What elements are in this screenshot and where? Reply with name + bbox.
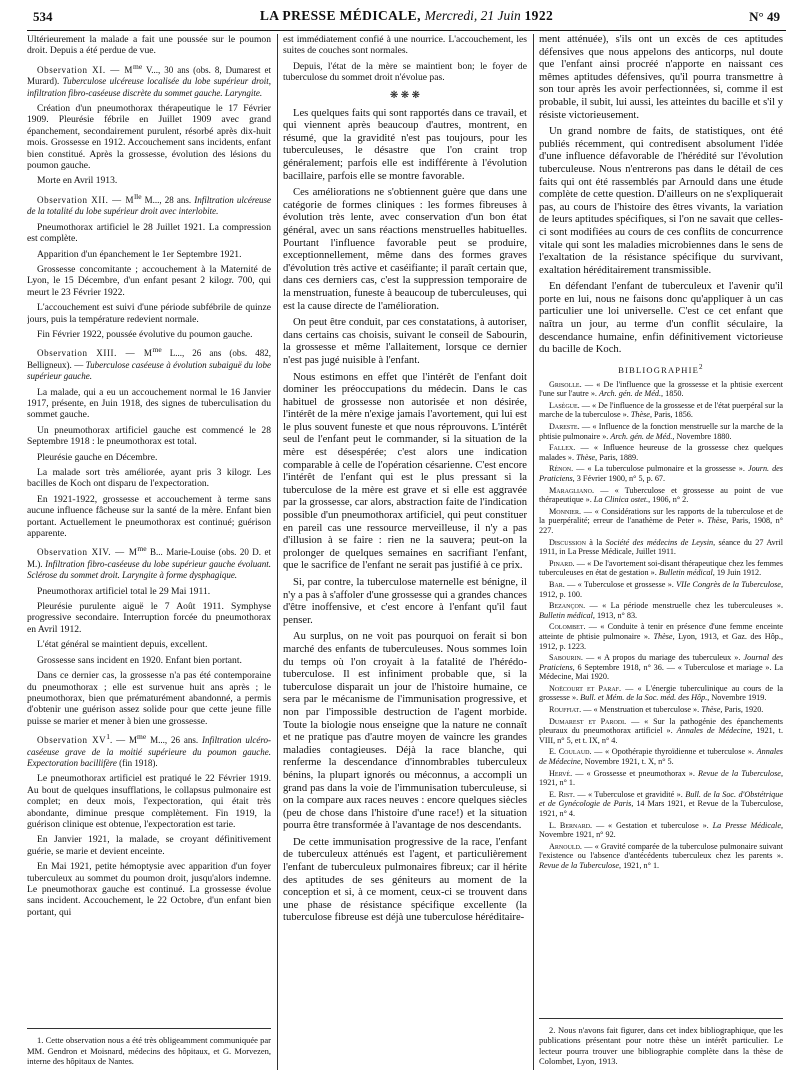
bib-source: Journal des Praticiens xyxy=(539,653,783,672)
paragraph: Pneumothorax artificiel le 28 Juillet 1921. La compression est complète. xyxy=(27,221,271,245)
paragraph: Ces améliorations ne s'obtiennent guère que dans une catégorie de formes cliniques : les formes fibreuses à évolution très lente, avec conservation d'un bon état général, avec un sans réactions menstruelles habituelles. Pourtant l'influence favorable peut se produire, exceptionnellement, même dans des formes graves d'évolution très active et caséifiante; il paraît certain que, dans ces derniers cas, c'est la suppression temporaire de la menstruation, funeste à beaucoup de tuberculeuses, qui est la cause directe de l'amélioration. xyxy=(283,187,527,312)
bibliography-entry: Fallex. — « Influence heureuse de la grossesse chez quelques malades ». Thèse, Paris, 1889. xyxy=(539,443,783,462)
bibliography-entry: Hervé. — « Grossesse et pneumothorax ». Revue de la Tuberculose, 1921, n° 1. xyxy=(539,768,783,788)
bib-source: Thèse xyxy=(707,516,727,526)
bib-author: E. Rist. xyxy=(549,789,575,799)
footnote-2 xyxy=(539,1018,783,1070)
bib-author: Maragliano. xyxy=(549,485,594,495)
bib-source: Annales de Médecine xyxy=(539,747,783,767)
bib-author: Bezançon. xyxy=(549,601,586,611)
paragraph: En défendant l'enfant de tuberculeux et l'avenir qu'il porte en lui, nous ne faisons donc qu'appliquer à un cas particulier une loi universelle. C'est ce cet enfant que naîtra un jour, au terme d'un conflit séculaire, la descendance humaine, enfin définitivement victorieuse du bacille de Koch. xyxy=(539,281,783,356)
bib-author: Dumarest et Parodi. xyxy=(549,716,627,726)
paragraph: De cette immunisation progressive de la race, l'enfant de tuberculeux atténués est l'agent, et particulièrement l'enfant de tuberculeux pulmonaires fibreux; car il hérite des aptitudes de ses géniteurs au moment de la conception et si, à ce moment, ceux-ci se trouvent dans une phase de résistance spécifique excellente (la tuberculose fibreuse est déjà une tuberculose héréditaire- xyxy=(283,836,527,924)
column-2 xyxy=(283,34,527,1070)
bib-author: Grisolle. xyxy=(549,379,582,389)
bib-author: Rénon. xyxy=(549,464,574,474)
bibliography-entry: Discussion à la Société des médecins de Leysin, séance du 27 Avril 1911, in La Presse Médicale, Juillet 1911. xyxy=(539,537,783,557)
bib-author: Arnould. xyxy=(549,841,582,851)
bibliography-entry: Lasègue. — « De l'influence de la grossesse et de l'état puerpéral sur la marche de la tuberculose ». Thèse, Paris, 1856. xyxy=(539,400,783,420)
paragraph: Création d'un pneumothorax thérapeutique le 17 Février 1909. Pleurésie fébrile en Juillet 1909 avec grand épanchement, secondairement purulent, résorbé après dix-huit mois. Grossesse en 1912. Accouchement sans incidents, enfant bien constitué. Après la grossesse, évolution des lésions du poumon gauche. xyxy=(27,103,271,172)
paragraph: Grossesse concomitante ; accouchement à la Maternité de Lyon, le 15 Décembre, d'un enfant pesant 2 kilogr. 700, qui meurt le 23 Février 1922. xyxy=(27,263,271,298)
paragraph: Si, par contre, la tuberculose maternelle est bénigne, il n'y a pas à s'affoler d'une grossesse qui a grandes chances d'être inoffensive, et c'est encore à l'enfant qu'il faut penser. xyxy=(283,577,527,626)
paragraph: Depuis, l'état de la mère se maintient bon; le foyer de tuberculose du sommet droit n'évolue pas. xyxy=(283,60,527,84)
paragraph: Pleurésie gauche en Décembre. xyxy=(37,451,158,463)
bib-source: La Presse Médicale xyxy=(712,820,781,830)
issue-number: N° 49 xyxy=(749,9,780,24)
issue-date: Mercredi, 21 Juin xyxy=(424,8,521,23)
paragraph: Dans ce dernier cas, la grossesse n'a pas été contemporaine du pneumothorax ; elle est survenue huit ans après ; le pneumothorax, bien que prématurément abandonné, a permis d'obtenir une guérison assez solide pour que cette jeune fille puisse se marier et mener à bien une grossesse. xyxy=(27,670,271,727)
paragraph: La malade sort très améliorée, ayant pris 3 kilogr. Les bacilles de Koch ont disparu de l'expectoration. xyxy=(27,467,271,490)
bib-author: Rouffiat. xyxy=(549,705,582,715)
bibliography-entry: Sabourin. — « A propos du mariage des tuberculeux ». Journal des Praticiens, 6 Septembre 1918, n° 36. — « Tuberculose et mariage ». La Médecine, Mai 1920. xyxy=(539,653,783,682)
observation-heading: Observation XIII. — $M^{me}$ L..., 26 ans (obs. 482, Belligneux). — Tuberculose caséeuse à évolution subaiguë du lobe supérieur gauche. xyxy=(27,345,271,382)
bibliography-entry: Maragliano. — « Tuberculose et grossesse au point de vue thérapeutique ». La Clinica ostet., 1906, n° 2. xyxy=(539,485,783,505)
column-3 xyxy=(539,34,783,1070)
bibliography-heading: BIBLIOGRAPHIE$^2$ xyxy=(618,362,704,375)
bibliography-entry: Dareste. — « Influence de la fonction menstruelle sur la marche de la phtisie pulmonaire ». Arch. gén. de Méd., Novembre 1880. xyxy=(539,422,783,441)
bibliography-entry: Colombet. — « Conduite à tenir en présence d'une femme enceinte atteinte de phtisie pulmonaire ». Thèse, Lyon, 1913, et Gaz. des Hôp., 1912, p. 1223. xyxy=(539,622,783,651)
bib-author: Pinard. xyxy=(549,558,575,568)
observation-heading: Observation XII. — $M^{lle}$ M..., 28 ans. Infiltration ulcéreuse de la totalité du lobe supérieur droit avec interlobite. xyxy=(27,191,271,217)
bib-author: Noëcourt et Paraf. xyxy=(549,683,622,693)
footnote-text: 1. Cette observation nous a été très obligeamment communiquée par MM. Gendron et Moisnard, médecins des hôpitaux, et G. Morvezen, interne des hôpitaux de Nantes. xyxy=(27,1035,271,1066)
paragraph: Nous estimons en effet que l'intérêt de l'enfant doit dominer les préoccupations du médecin. Dans le cas habituel de grossesse non autorisée et non désirée, l'intérêt de la mère n'exige jamais l'avortement, qui lui est le plus souvent funeste et que nous réprouvons. L'intérêt seul de l'enfant peut le commander, si la situation de la mère est désespérée; c'est alors une indication comparable à celle de l'opération césarienne. C'est encore l'intérêt de l'enfant qui est le plus pressant si la tuberculose de la mère est grave et si elle est aggravée par la grossesse, car alors, abstraction faite de l'indication possible d'un pneumothorax artificiel, qui peut constituer en pareil cas une ressource merveilleuse, il n'y a pas d'illusion à se faire : rien ne la sauvera; peut-on la prolonger de quelques semaines en sacrifiant l'enfant, que le sacrifice de l'enfant ne serait pas justifié à ce prix. xyxy=(283,371,527,572)
column-rule xyxy=(277,34,278,1070)
issue-year: 1922 xyxy=(524,8,554,23)
bib-source: Thèse xyxy=(576,452,596,462)
bib-source: Thèse xyxy=(653,631,673,641)
paragraph: En Mai 1921, petite hémoptysie avec apparition d'un foyer tuberculeux au sommet du poumon droit, jusqu'alors indemne. Le pneumothorax gauche est continué. La grossesse évolue sans incident. Accouchement, le 22 Octobre, d'un enfant bien portant, qui xyxy=(27,861,271,918)
masthead xyxy=(27,0,786,31)
bib-author: E. Coulaud. xyxy=(549,747,592,757)
bib-source: Bulletin médical xyxy=(658,568,713,578)
paragraph: Pneumothorax artificiel total le 29 Mai 1911. xyxy=(37,585,211,597)
paragraph: Au surplus, on ne voit pas pourquoi on ferait si bon marché des enfants de tuberculeuses. Nous sommes loin du temps où l'on croyait à la fatalité de l'hérédo-tuberculose. Il est infiniment probable que, si la tuberculose disparait un jour de l'histoire humaine, ce sera par le mécanisme de l'immunisation progressive, et non par l'impossible destruction de l'agent morbide. Toute la biologie nous enseigne que la nature ne connaît et ne pratique pas d'autre moyen de vaincre les grandes maladies contagieuses. Déjà la race blanche, qui renferme la descendance d'innombrables tuberculeux bénins, la plupart ignorés ou méconnus, a accompli un grand pas dans la voie de l'immunisation tuberculeuse, si on la compare aux races neuves : encore quelques siècles (peu de chose dans l'histoire d'une race!) et la situation pourra être transformée à l'avantage de nos descendants. xyxy=(283,631,527,832)
section-separator: ❋ ❋ ❋ xyxy=(389,89,421,101)
paragraph: Un pneumothorax artificiel gauche est commencé le 28 Septembre 1918 : le pneumothorax est total. xyxy=(27,424,271,448)
paragraph: Morte en Avril 1913. xyxy=(37,175,118,187)
bib-source: Arch. gén. de Méd. xyxy=(610,431,673,441)
bib-source: Thèse xyxy=(701,705,721,715)
paragraph: Un grand nombre de faits, de statistiques, ont été publiés récemment, qui contredisent absolument l'idée d'une influence défavorable de l'hérédité sur l'évolution tuberculeuse. Nous n'entrerons pas dans le détail de ces faits qui ont été rassemblés par Arnould dans une étude complète de cette question. D'ailleurs on ne s'expliquerait pas, au cours de l'histoire des êtres vivants, la variation de leurs aptitudes spécifiques, si l'on ne savait que celles-ci sont modifiées au cours de ces conflits de concurrence vitale qui sont les maladies microbiennes dans le sens de l'exaltation de la résistance spécifique du survivant, exaltation héréditairement transmissible. xyxy=(539,126,783,276)
observation-heading: Observation XI. — $M^{me}$ V..., 30 ans (obs. 8, Dumarest et Murard). Tuberculose ulcéreuse localisée du lobe supérieur droit, infiltration fibro-caséeuse discrète du sommet gauche. Laryngite. xyxy=(27,61,271,98)
bibliography-entry: E. Rist. — « Tuberculose et gravidité ». Bull. de la Soc. d'Obstétrique et de Gynécologie de Paris, 14 Mars 1921, et Revue de la Tuberculose, 1921, n° 4. xyxy=(539,789,783,819)
paragraph: La malade, qui a eu un accouchement normal le 16 Janvier 1917, présente, en Juin 1918, des signes de tuberculisation du sommet gauche. xyxy=(27,386,271,421)
paragraph: En Janvier 1921, la malade, se croyant définitivement guérie, se marie et devient enceinte. xyxy=(27,834,271,857)
bib-source: Bull. de la Soc. d'Obstétrique et de Gynécologie de Paris xyxy=(539,789,783,809)
bib-author: Dareste. xyxy=(549,422,580,432)
bibliography-entry: Pinard. — « De l'avortement soi-disant thérapeutique chez les femmes tuberculeuses en état de gestation ». Bulletin médical, 19 Juin 1912. xyxy=(539,558,783,578)
bibliography-entry: Dumarest et Parodi. — « Sur la pathogénie des épanchements pleuraux du pneumothorax artificiel ». Annales de Médecine, 1921, t. VIII, n° 5, et t. IX, n° 4. xyxy=(539,716,783,745)
paragraph: L'accouchement est suivi d'une période subfébrile de quinze jours, puis la température redevient normale. xyxy=(27,302,271,325)
bibliography-entry: Monnier. — « Considérations sur les rapports de la tuberculose et de la puerpéralité; erreur de l'anathème de Peter ». Thèse, Paris, 1908, n° 227. xyxy=(539,506,783,535)
bibliography-entry: Grisolle. — « De l'influence que la grossesse et la phtisie exercent l'une sur l'autre ». Arch. gén. de Méd., 1850. xyxy=(539,379,783,399)
bibliography-entry: Bar. — « Tuberculose et grossesse ». VIIe Congrès de la Tuberculose, 1912, p. 100. xyxy=(539,579,783,599)
paragraph: Les quelques faits qui sont rapportés dans ce travail, et qui viennent après beaucoup d'autres, montrent, en résumé, que la gravidité n'est pas toujours, pour les tuberculeuses, le désastre que l'on craint trop généralement; parfois elle est indifférente à l'évolution bacillaire, parfois elle se montre favorable. xyxy=(283,107,527,182)
journal-name: LA PRESSE MÉDICALE, xyxy=(259,8,421,23)
paragraph: Le pneumothorax artificiel est pratiqué le 22 Février 1919. Au bout de quelques insufflations, le collapsus pulmonaire est complet; en deux mois, l'expectoration, qui était très abondante, diminue presque complètement. Fin 1919, la guérison clinique est obtenue, l'expectoration est tarie. xyxy=(27,773,271,830)
bib-author: Sabourin. xyxy=(549,653,583,663)
bib-source: Arch. gén. de Méd. xyxy=(599,389,662,399)
paragraph: En 1921-1922, grossesse et accouchement à terme sans aucune influence fâcheuse sur la santé de la mère. Enfant bien portant. Actuellement le pneumothorax est continué; guérison apparente. xyxy=(27,493,271,540)
bibliography-entry: E. Coulaud. — « Opothérapie thyroïdienne et tuberculose ». Annales de Médecine, Novembre 1921, t. X, n° 5. xyxy=(539,747,783,767)
paragraph: Grossesse sans incident en 1920. Enfant bien portant. xyxy=(37,654,242,666)
paragraph: Fin Février 1922, poussée évolutive du poumon gauche. xyxy=(37,328,253,340)
bibliography-entry: Noëcourt et Paraf. — « L'énergie tuberculinique au cours de la grossesse ». Bull. et Mém. de la Soc. méd. des Hôp., Novembre 1919. xyxy=(539,683,783,703)
observation-heading: Observation $XV^1$. — $M^{me}$ M..., 26 ans. Infiltration ulcéro-caséeuse grave de la moitié supérieure du poumon gauche. Expectoration bacillifère (fin 1918). xyxy=(27,732,271,768)
bib-source: VIIe Congrès de la Tuberculose xyxy=(676,579,781,589)
bib-author: Monnier. xyxy=(549,506,581,516)
observation-heading: Observation XIV. — $M^{me}$ B... Marie-Louise (obs. 20 D. et M.). Infiltration fibro-caséeuse du lobe supérieur gauche évoluant. Sclérose du sommet droit. Laryngite à forme dysphagique. xyxy=(27,544,271,581)
paragraph: Ultérieurement la malade a fait une poussée sur le poumon droit. Depuis a été perdue de vue. xyxy=(27,34,271,57)
bib-author: Bar. xyxy=(549,579,565,589)
paragraph: L'état général se maintient depuis, excellent. xyxy=(37,639,208,651)
bib-author: Hervé. xyxy=(549,768,573,778)
journal-title xyxy=(27,8,786,24)
footnote-text: 2. Nous n'avons fait figurer, dans cet index bibliographique, que les publications présentant pour notre thèse un intérêt particulier. Le lecteur pourra trouver une bibliographie complète dans la thèse de Colombet, Lyon, 1913. xyxy=(539,1025,783,1066)
bibliography-entry: Rouffiat. — « Menstruation et tuberculose ». Thèse, Paris, 1920. xyxy=(549,705,764,715)
paragraph: Pleurésie purulente aiguë le 7 Août 1911. Symphyse progressive secondaire. Interruption forcée du pneumothorax en Avril 1912. xyxy=(27,601,271,635)
paragraph: ment atténuée), s'ils ont un excès de ces aptitudes défensives que nous appelons des anticorps, nul doute que l'enfant ainsi procréé n'apporte en naissant ces mêmes aptitudes défensives, qu'il pourra transmettre à son tour après les avoir perfectionnées, si, comme il est probable, il subit, lui aussi, les atteintes du bacille et s'il y résiste victorieusement. xyxy=(539,34,783,121)
bibliography-entry: L. Bernard. — « Gestation et tuberculose ». La Presse Médicale, Novembre 1921, n° 92. xyxy=(539,820,783,840)
bib-source: Revue de la Tuberculose xyxy=(697,768,781,778)
bib-source: Bulletin médical xyxy=(539,610,593,620)
bib-author: L. Bernard. xyxy=(549,820,593,830)
bib-author: Fallex. xyxy=(549,443,576,453)
column-1 xyxy=(27,34,271,1070)
bib-source: La Clinica ostet. xyxy=(593,495,649,505)
bib-author: Discussion xyxy=(549,537,586,547)
bib-author: Lasègue. xyxy=(549,400,580,410)
bib-author: Colombet. xyxy=(549,622,586,632)
footnote-1 xyxy=(27,1028,271,1070)
bib-source: Journ. des Praticiens xyxy=(539,464,783,484)
bibliography-entry: Bezançon. — « La période menstruelle chez les tuberculeuses ». Bulletin médical, 1913, n° 83. xyxy=(539,601,783,620)
bibliography-entry: Arnould. — « Gravité comparée de la tuberculose pulmonaire suivant l'existence ou l'absence d'antécédents tuberculeux chez les parents ». Revue de la Tuberculose, 1921, n° 1. xyxy=(539,841,783,870)
paragraph: Apparition d'un épanchement le 1er Septembre 1921. xyxy=(37,248,242,260)
paragraph: est immédiatement confié à une nourrice. L'accouchement, les suites de couches sont normales. xyxy=(283,34,527,57)
bib-source: Thèse xyxy=(630,410,650,420)
bib-source: Bull. et Mém. de la Soc. méd. des Hôp. xyxy=(580,693,708,703)
bib-source: Revue de la Tuberculose xyxy=(539,860,619,870)
bibliography-list xyxy=(539,380,783,871)
page-number: 534 xyxy=(33,9,53,24)
bib-source: Société des médecins de Leysin xyxy=(605,537,714,547)
bibliography-entry: Rénon. — « La tuberculose pulmonaire et la grossesse ». Journ. des Praticiens, 3 Février 1900, n° 5, p. 67. xyxy=(539,464,783,484)
article-columns xyxy=(27,34,786,1070)
column-rule xyxy=(533,34,534,1070)
paragraph: On peut être conduit, par ces constatations, à autoriser, dans certains cas choisis, suivant le conseil de Sabourin, la grossesse et même l'allaitement, lorsque ce dernier n'est pas jugé nuisible à l'enfant. xyxy=(283,317,527,366)
bib-source: Annales de Médecine xyxy=(676,726,751,736)
